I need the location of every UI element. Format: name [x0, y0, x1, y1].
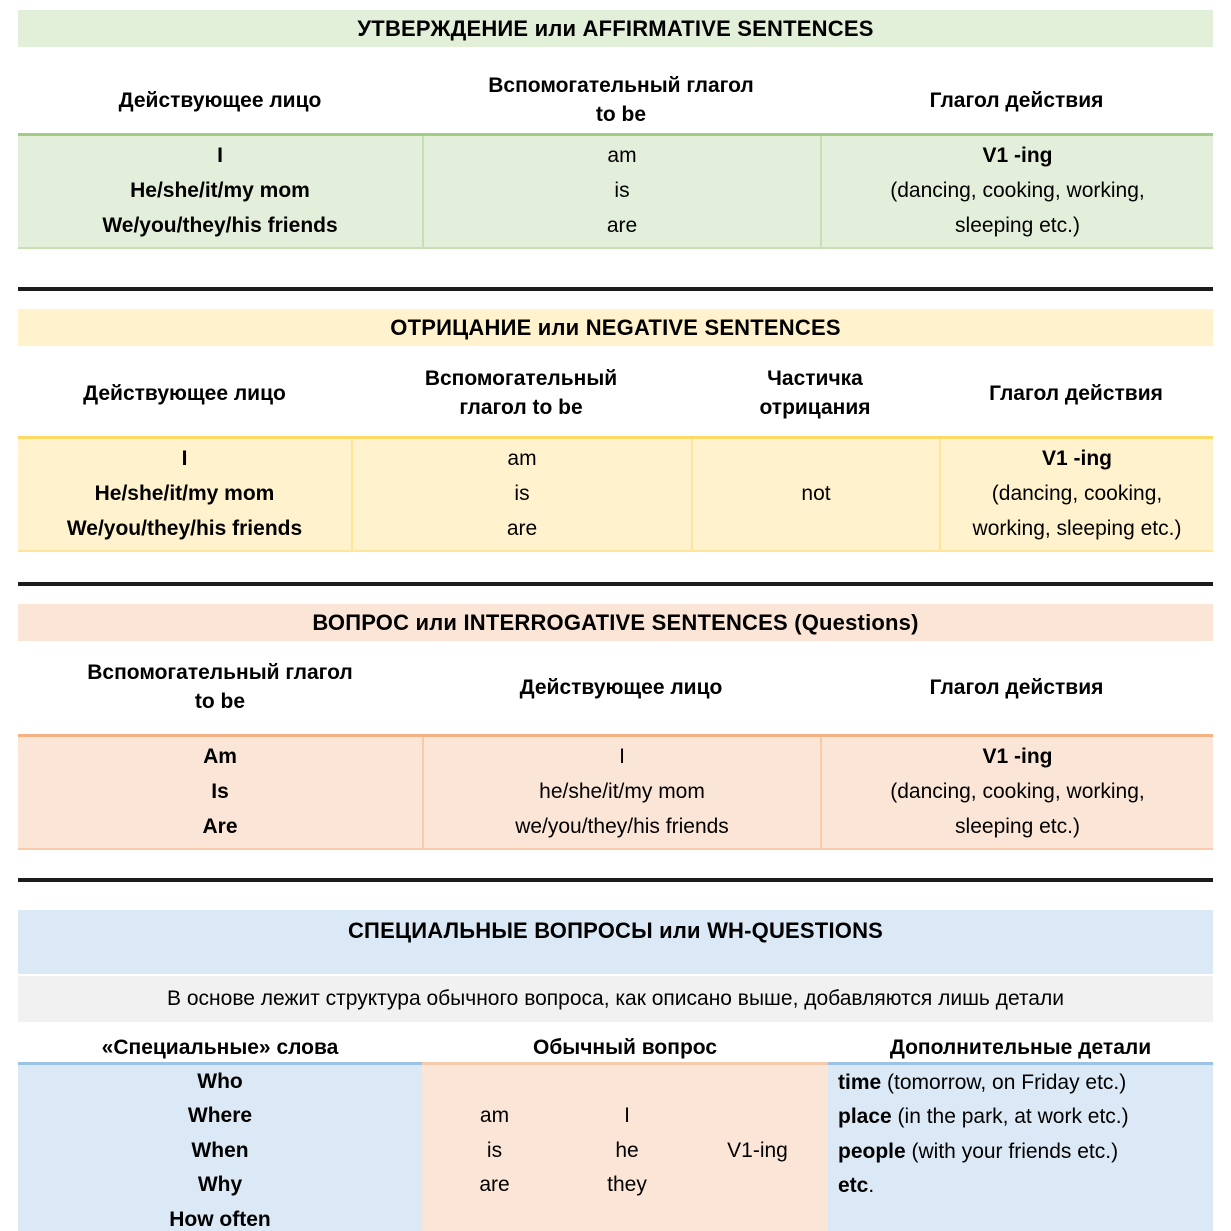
header-line: Действующее лицо	[83, 381, 286, 405]
header-line: Глагол действия	[929, 675, 1104, 699]
table-row: am	[479, 1104, 510, 1128]
affirmative-cell-subjects	[18, 136, 422, 247]
affirmative-header-subject	[18, 86, 422, 115]
table-row: (dancing, cooking, working,	[890, 780, 1145, 803]
wh-cell-usual-question	[422, 1062, 828, 1231]
negative-title-bar: ОТРИЦАНИЕ или NEGATIVE SENTENCES	[18, 309, 1213, 346]
detail-text: (with your friends etc.)	[905, 1139, 1119, 1163]
affirmative-cell-verb	[820, 136, 1213, 247]
table-row: V1-ing	[727, 1138, 788, 1162]
affirmative-header-auxiliary	[422, 71, 820, 129]
interrogative-header-action-verb	[820, 673, 1213, 702]
table-row	[567, 1203, 687, 1231]
table-row	[422, 1203, 567, 1231]
interrogative-title-bar: ВОПРОС или INTERROGATIVE SENTENCES (Questions)	[18, 604, 1213, 641]
wh-column-headers	[18, 1032, 1213, 1062]
detail-keyword: people	[838, 1139, 906, 1163]
wh-header-extra-details: Дополнительные детали	[889, 1035, 1152, 1059]
table-row	[838, 1204, 1213, 1231]
wh-subcolumn-to-be	[422, 1065, 567, 1231]
negative-header-auxiliary	[351, 364, 691, 422]
table-row: We/you/they/his friends	[102, 214, 338, 237]
table-row: He/she/it/my mom	[94, 482, 275, 505]
affirmative-table-body	[18, 133, 1213, 249]
table-row: we/you/they/his friends	[515, 815, 729, 838]
table-row: is	[486, 1138, 503, 1162]
header-line: глагол to be	[459, 396, 583, 419]
table-row: sleeping etc.)	[955, 815, 1080, 838]
detail-keyword: time	[838, 1071, 882, 1094]
table-row	[687, 1203, 828, 1231]
affirmative-cell-to-be	[422, 136, 820, 247]
wh-cell-details	[828, 1062, 1213, 1231]
table-row: We/you/they/his friends	[66, 517, 303, 540]
interrogative-header-auxiliary	[18, 658, 422, 716]
table-row	[687, 1099, 828, 1133]
section-divider	[18, 878, 1213, 882]
table-row: Where	[187, 1104, 253, 1128]
wh-header-special-words: «Специальные» слова	[101, 1035, 339, 1059]
table-row	[838, 1135, 1213, 1169]
table-row: is	[614, 179, 630, 202]
section-divider	[18, 582, 1213, 586]
table-row	[567, 1065, 687, 1099]
negative-column-headers	[18, 364, 1213, 422]
table-row	[687, 1065, 828, 1099]
table-row: sleeping etc.)	[955, 214, 1080, 237]
wh-subcolumn-verb	[687, 1065, 828, 1231]
table-row: Are	[202, 815, 238, 838]
table-row	[838, 1066, 1213, 1100]
interrogative-cell-verb	[820, 737, 1213, 848]
negative-cell-not	[691, 439, 939, 550]
header-line: Глагол действия	[929, 88, 1104, 112]
affirmative-header-action-verb	[820, 86, 1213, 115]
interrogative-cell-to-be	[18, 737, 422, 848]
table-row: (dancing, cooking,	[991, 482, 1163, 505]
table-row: I	[181, 447, 188, 470]
table-row: are	[506, 517, 538, 540]
interrogative-column-headers	[18, 658, 1213, 716]
table-row: V1 -ing	[982, 144, 1053, 167]
detail-text: (tomorrow, on Friday etc.)	[881, 1071, 1127, 1094]
detail-text: .	[868, 1174, 875, 1198]
wh-cell-question-words	[18, 1062, 422, 1231]
table-row	[838, 1100, 1213, 1134]
affirmative-title-bar: УТВЕРЖДЕНИЕ или AFFIRMATIVE SENTENCES	[18, 10, 1213, 47]
table-row: V1 -ing	[1041, 447, 1112, 470]
wh-title-bar: СПЕЦИАЛЬНЫЕ ВОПРОСЫ или WH-QUESTIONS	[18, 910, 1213, 974]
interrogative-table-body	[18, 734, 1213, 850]
header-line: Действующее лицо	[519, 675, 723, 699]
wh-questions-section	[18, 910, 1213, 1231]
table-row: I	[217, 144, 223, 167]
header-line: Частичка	[767, 367, 863, 390]
table-row	[693, 511, 939, 546]
table-row: he	[615, 1138, 639, 1162]
negative-cell-to-be	[351, 439, 691, 550]
table-row: Who	[197, 1070, 243, 1093]
header-line: Вспомогательный глагол	[87, 661, 353, 684]
negative-cell-verb	[939, 439, 1213, 550]
table-row	[693, 441, 939, 476]
affirmative-section	[18, 10, 1213, 249]
header-line: отрицания	[759, 396, 871, 419]
negative-header-action-verb	[939, 379, 1213, 408]
table-row: are	[479, 1173, 510, 1197]
negative-header-particle	[691, 364, 939, 422]
header-line: Действующее лицо	[118, 88, 322, 112]
table-row: How often	[169, 1207, 271, 1231]
header-line: Вспомогательный глагол	[488, 74, 754, 97]
table-row: I	[619, 745, 625, 768]
interrogative-cell-subjects	[422, 737, 820, 848]
interrogative-header-subject	[422, 673, 820, 702]
header-line: to be	[595, 103, 647, 126]
affirmative-column-headers	[18, 71, 1213, 129]
table-row: am	[507, 447, 537, 470]
table-row: V1 -ing	[982, 745, 1053, 768]
table-row: they	[607, 1173, 647, 1197]
wh-note-bar: В основе лежит структура обычного вопроса, как описано выше, добавляются лишь детали	[18, 976, 1213, 1022]
negative-cell-subjects	[18, 439, 351, 550]
detail-text: (in the park, at work etc.)	[891, 1105, 1129, 1129]
negative-header-subject	[18, 379, 351, 408]
detail-keyword: etc	[838, 1174, 869, 1198]
table-row: Am	[203, 745, 237, 768]
table-row	[687, 1168, 828, 1202]
table-row: am	[607, 144, 637, 167]
interrogative-section	[18, 604, 1213, 850]
negative-table-body	[18, 436, 1213, 552]
header-line: Глагол действия	[989, 381, 1163, 405]
table-row: Is	[211, 780, 229, 803]
header-line: Вспомогательный	[424, 367, 618, 390]
table-row: Why	[197, 1173, 243, 1197]
wh-table-body	[18, 1062, 1213, 1231]
wh-header-usual-question: Обычный вопрос	[533, 1035, 717, 1059]
header-line: to be	[194, 690, 246, 713]
table-row: are	[606, 214, 638, 237]
table-row: He/she/it/my mom	[130, 179, 310, 202]
table-row: (dancing, cooking, working,	[890, 179, 1145, 202]
table-row: When	[191, 1138, 249, 1162]
section-divider	[18, 287, 1213, 291]
wh-subcolumn-subject	[567, 1065, 687, 1231]
table-row	[838, 1169, 1213, 1203]
table-row: working, sleeping etc.)	[972, 517, 1182, 540]
table-row: he/she/it/my mom	[539, 780, 705, 803]
table-row: is	[514, 482, 530, 505]
negative-section	[18, 309, 1213, 552]
table-row	[422, 1065, 567, 1099]
table-row: not	[801, 482, 831, 505]
table-row: I	[624, 1104, 630, 1128]
detail-keyword: place	[838, 1105, 892, 1129]
